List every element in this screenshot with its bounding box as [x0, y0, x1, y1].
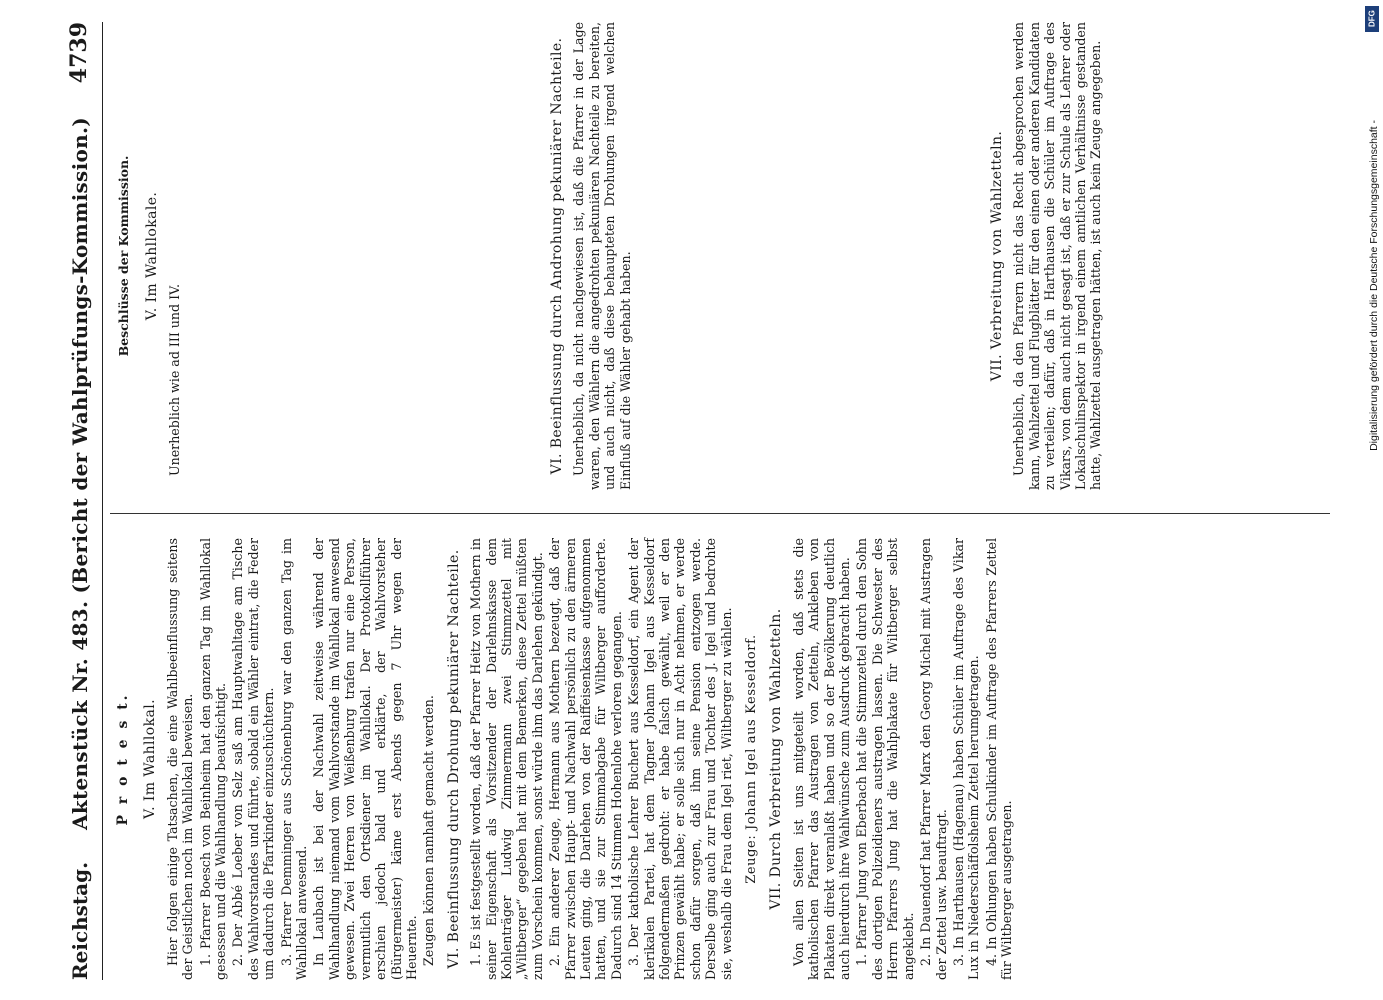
commission-sec6-heading: VI. Beeinflussung durch Androhung pekuniärer Nachteile. — [549, 37, 565, 475]
digitization-credit: Digitalisierung gefördert durch die Deutsche Forschungsgemeinschaft - — [1368, 120, 1380, 451]
paragraph: 2. In Dauendorf hat Pfarrer Marx den Georg Michel mit Austragen der Zettel usw. beauftragt. — [918, 538, 949, 980]
paragraph: 3. Pfarrer Demminger aus Schönenburg war den ganzen Tag im Wahllokal anwesend. — [278, 538, 310, 980]
paragraph: Unerheblich wie ad III und IV. — [166, 284, 182, 476]
commission-sec5 — [112, 22, 184, 490]
protest-column — [112, 538, 1017, 980]
paragraph: 2. Ein anderer Zeuge, Hermann aus Mothern bezeugt, daß der Pfarrer zwischen Haupt- und Nachwahl persönlich zu den ärmeren Leuten ging, die Darlehen von der Raiffeisenkasse aufgenommen hatten, und sie zur Stimmabgabe für Wiltberger aufforderte. Dadurch sind 14 Stimmen Hohenlohe verloren gegangen. — [547, 538, 624, 980]
paragraph: Unerheblich, da den Pfarrern nicht das Recht abgesprochen werden kann, Wahlzettel und Flugblätter für den einen oder anderen Kandidaten zu verteilen; dafür, daß in Harthausen die Schüler im Auftrage des Vikars, von dem auch nicht gesagt ist, daß er zur Schule als Lehrer oder Lokalschulinspektor in irgend einem amtlichen Verhältnisse gestanden hatte, Wahlzettel ausgetragen hätten, ist auch kein Zeuge angegeben. — [1011, 22, 1104, 490]
paragraph: Unerheblich, da nicht nachgewiesen ist, daß die Pfarrer in der Lage waren, den Wählern die angedrohten pekuniären Nachteile zu bereiten, und auch nicht, daß diese behaupteten Drohungen irgend welchen Einfluß auf die Wähler gehabt haben. — [571, 22, 633, 490]
commission-sec7-heading: VII. Verbreitung von Wahlzetteln. — [989, 130, 1005, 382]
paragraph: 1. Pfarrer Boesch von Beinheim hat den ganzen Tag im Wahllokal gesessen und die Wahlhandlung beaufsichtigt. — [197, 538, 229, 980]
protest-sec7-heading: VII. Durch Verbreitung von Wahlzetteln. — [768, 608, 785, 910]
column-divider — [110, 513, 1330, 514]
paragraph: 1. Pfarrer Jung von Eberbach hat die Stimmzettel durch den Sohn des dortigen Polizeidieners austragen lassen. Die Schwester des Herrn Pfarrers Jung hat die Wahlplakate für Wiltberger selbst angeklebt. — [854, 538, 916, 980]
paragraph: Hier folgen einige Tatsachen, die eine Wahlbeeinflussung seitens der Geistlichen noch im Wahllokal beweisen. — [164, 538, 196, 980]
paragraph: In Laubach ist bei der Nachwahl zeitweise während der Wahlhandlung niemand vom Wahlvorstande im Wahllokal anwesend gewesen. Zwei Herren von Weißenburg trafen nur eine Person, vermutlich den Ortsdiener im Wahllokal. Der Protokollführer erschien jedoch bald und erklärte, der Wahlvorsteher (Bürgermeister) käme erst Abends gegen 7 Uhr wegen der Heuernte. — [311, 538, 419, 980]
paragraph: 3. In Harthausen (Hagenau) haben Schüler im Auftrage des Vikar Lux in Niederschäffolsheim Zettel herumgetragen. — [950, 538, 982, 980]
paragraph: Zeugen können namhaft gemacht werden. — [421, 695, 437, 966]
commission-sec7 — [980, 22, 1106, 490]
commission-sec6 — [540, 22, 635, 490]
page-number: 4739 — [66, 22, 92, 84]
protest-sec5-heading: V. Im Wahllokal. — [142, 699, 159, 819]
protest-sec6-heading: VI. Beeinflussung durch Drohung pekuniärer Nachteile. — [445, 549, 462, 969]
paragraph: 1. Es ist festgestellt worden, daß der Pfarrer Heitz von Mothern in seiner Eigenschaft als Vorsitzender der Darlehnskasse dem Kohlenträger Ludwig Zimmermann zwei Stimmzettel mit „Wiltberger“ gegeben hat mit dem Bemerken, diese Zettel müßten zum Vorschein kommen, sonst würde ihm das Darlehen gekündigt. — [468, 538, 545, 980]
commission-sec5-heading: V. Im Wahllokale. — [144, 191, 161, 321]
dfg-logo-icon: DFG — [1365, 6, 1379, 32]
paragraph: 4. In Ohlungen haben Schulkinder im Auftrage des Pfarrers Zettel für Wiltberger ausgetragen. — [983, 538, 1015, 980]
paragraph: Von allen Seiten ist uns mitgeteilt worden, daß stets die katholischen Pfarrer das Austragen von Zetteln, Ankleben von Plakaten direkt veranlaßt haben und so der Bevölkerung deutlich auch hierdurch ihre Wahlwünsche zum Ausdruck gebracht haben. — [790, 538, 853, 980]
protest-title: P r o t e s t. — [115, 692, 131, 826]
witness-line: Zeuge: Johann Igel aus Kesseldorf. — [744, 634, 760, 884]
commission-title: Beschlüsse der Kommission. — [116, 155, 131, 357]
paragraph: 3. Der katholische Lehrer Buchert aus Kesseldorf, ein Agent der klerikalen Partei, hat dem Tagner Johann Igel aus Kesseldorf folgendermaßen gedroht: er habe falsch gewählt, weil er den Prinzen gewählt habe; er solle sich nur in Acht nehmen, er werde schon dafür sorgen, daß ihm seine Pension entzogen werde. Derselbe ging auch zur Frau und Tochter des J. Igel und bedrohte sie, weshalb die Frau dem Igel riet, Wiltberger zu wählen. — [626, 538, 734, 980]
header-reichstag: Reichstag. — [68, 861, 92, 980]
page-header — [62, 22, 103, 980]
header-document-title: Aktenstück Nr. 483. (Bericht der Wahlprüfungs-Kommission.) — [68, 117, 92, 830]
paragraph: 2. Der Abbé Loeber von Selz saß am Hauptwahltage am Tische des Wahlvorstandes und führte, sobald ein Wähler eintrat, die Feder um dadurch die Pfarrkinder einzuschüchtern. — [230, 538, 277, 980]
